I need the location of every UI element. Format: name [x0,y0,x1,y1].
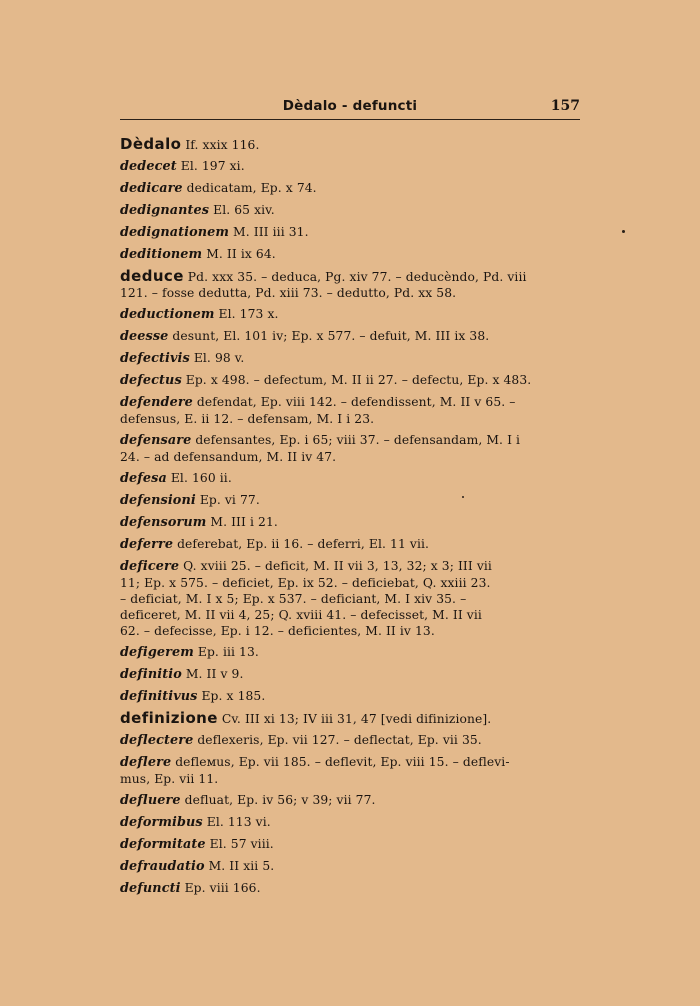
entry-defigerem [120,644,580,661]
headword: deesse [120,329,169,344]
entry-text: M. II v 9. [181,667,244,681]
headword: defluere [120,793,181,808]
entry-deflectere [120,732,580,749]
headword: defensioni [120,493,196,508]
entry-text: M. II ix 64. [202,247,276,261]
entry-deduce [120,268,580,301]
headword: deformitate [120,837,206,852]
entry-text: desunt, El. 101 iv; Ep. x 577. – defuit, M. III ix 38. [168,329,490,343]
entry-defluere [120,792,580,809]
headword: defensorum [120,515,207,530]
entry-definitivus [120,688,580,705]
entry-text: Ep. iii 13. [193,645,259,659]
entry-text: El. 173 x. [214,307,279,321]
entry-defensare [120,432,580,465]
entry-deditionem [120,246,580,263]
entry-deflere [120,754,580,787]
headword: defesa [120,471,167,486]
entry-text: El. 98 v. [189,351,245,365]
dictionary-entries [120,136,580,902]
entry-defensioni [120,492,580,509]
entry-deesse [120,328,580,345]
entry-text: El. 197 xi. [176,159,245,173]
entry-defensorum [120,514,580,531]
headword: deficere [120,559,180,574]
entry-text: defensantes, Ep. i 65; viii 37. – defensandam, M. I i 24. – ad defensandum, M. II iv 47. [120,433,521,464]
ink-speck [622,230,625,233]
entry-text: deferebat, Ep. ii 16. – deferri, El. 11 vii. [173,537,430,551]
entry-deferre [120,536,580,553]
headword: definizione [120,709,218,727]
entry-dedalo [120,136,580,153]
headword: defraudatio [120,859,205,874]
headword: dedignantes [120,203,210,218]
headword: deflere [120,755,172,770]
headword: deferre [120,537,174,552]
entry-text: M. II xii 5. [204,859,275,873]
headword: dedignationem [120,225,230,240]
headword: defuncti [120,881,181,896]
entry-dedecet [120,158,580,175]
headword: defensare [120,433,192,448]
entry-dedignationem [120,224,580,241]
headword: defectus [120,373,182,388]
entry-text: dedicatam, Ep. x 74. [182,181,317,195]
headword: deductionem [120,307,215,322]
entry-text: defleмus, Ep. vii 185. – deflevit, Ep. viii 15. – deflevi- mus, Ep. vii 11. [120,755,510,786]
headword: dedicare [120,181,183,196]
entry-text: M. III i 21. [206,515,278,529]
entry-dedignantes [120,202,580,219]
entry-text: If. xxix 116. [181,138,260,152]
entry-text: Ep. x 498. – defectum, M. II ii 27. – defectu, Ep. x 483. [181,373,532,387]
entry-definizione [120,710,580,727]
entry-text: defendat, Ep. viii 142. – defendissent, M. II v 65. – defensus, E. ii 12. – defensam, M. I i 23. [120,395,516,426]
entry-definitio [120,666,580,683]
header-title: Dèdalo - defuncti [282,98,418,114]
headword: Dèdalo [120,135,182,153]
entry-text: El. 65 xiv. [209,203,275,217]
headword: dedecet [120,159,177,174]
entry-text: defluat, Ep. iv 56; v 39; vii 77. [180,793,376,807]
entry-text: deflexeris, Ep. vii 127. – deflectat, Ep. vii 35. [193,733,482,747]
entry-defectus [120,372,580,389]
headword: definitio [120,667,182,682]
headword: deflectere [120,733,194,748]
entry-defendere [120,394,580,427]
entry-deficere [120,558,580,639]
entry-text: Q. xviii 25. – deficit, M. II vii 3, 13, 32; x 3; III vii 11; Ep. x 575. – deficiet, Ep. ix 52. – deficiebat, Q. xxiii 23. – deficiat, M. I x 5; Ep. x 537. – deficiant, M. I xiv 35. – deficeret, M. II vii 4, 25; Q. xviii 41. – defecisset, M. II vii 62. – defecisse, Ep. i 12. – deficientes, M. II iv 13. [120,559,492,638]
entry-deformibus [120,814,580,831]
entry-text: El. 57 viii. [205,837,274,851]
entry-deformitate [120,836,580,853]
headword: defectivis [120,351,190,366]
entry-text: M. III iii 31. [229,225,309,239]
headword: defendere [120,395,193,410]
entry-text: El. 160 ii. [166,471,232,485]
headword: definitivus [120,689,198,704]
running-header [120,97,580,120]
entry-text: Ep. x 185. [197,689,266,703]
entry-defraudatio [120,858,580,875]
headword: deditionem [120,247,203,262]
page-number: 157 [550,98,580,114]
entry-defectivis [120,350,580,367]
entry-defuncti [120,880,580,897]
entry-text: El. 113 vi. [202,815,271,829]
entry-text: Cv. III xi 13; IV iii 31, 47 [vedi difinizione]. [217,712,492,726]
entry-text: Ep. viii 166. [180,881,261,895]
entry-deductionem [120,306,580,323]
entry-dedicare [120,180,580,197]
headword: deformibus [120,815,203,830]
headword: deduce [120,267,184,285]
entry-text: Pd. xxx 35. – deduca, Pg. xiv 77. – deducèndo, Pd. viii 121. – fosse dedutta, Pd. xiii 73. – dedutto, Pd. xx 58. [120,270,527,300]
entry-text: Ep. vi 77. [195,493,260,507]
entry-defesa [120,470,580,487]
headword: defigerem [120,645,194,660]
